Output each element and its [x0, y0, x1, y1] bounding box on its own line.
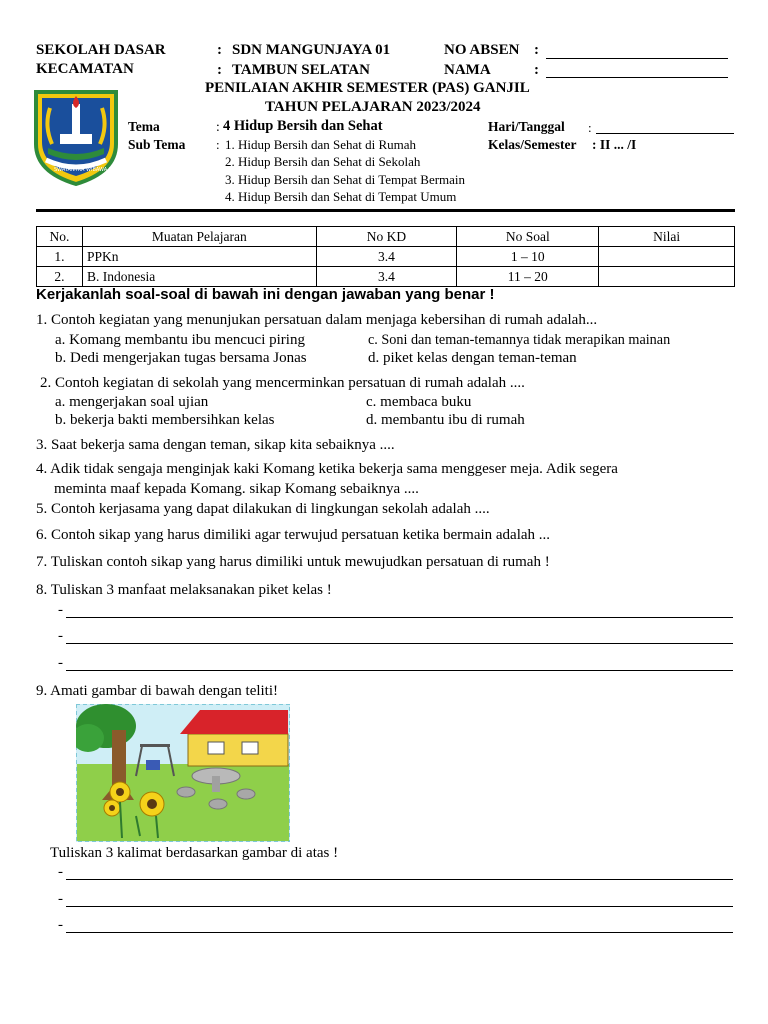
answer-line[interactable]: [66, 879, 733, 880]
school-label: SEKOLAH DASAR: [36, 42, 166, 58]
grade-table: [36, 226, 735, 287]
question-4-continued: meminta maaf kepada Komang. sikap Komang sebaiknya ....: [54, 481, 419, 497]
subtema-separator: :: [216, 137, 220, 152]
subtema-item: 4. Hidup Bersih dan Sehat di Tempat Umum: [225, 189, 457, 204]
absen-separator: :: [534, 42, 539, 58]
answer-line[interactable]: [66, 617, 733, 618]
question-3: 3. Saat bekerja sama dengan teman, sikap kita sebaiknya ....: [36, 437, 395, 453]
question-9-prompt: Tuliskan 3 kalimat berdasarkan gambar di atas !: [50, 845, 339, 861]
table-cell: PPKn: [82, 247, 316, 267]
option-d[interactable]: d. membantu ibu di rumah: [366, 412, 525, 428]
nama-field[interactable]: [546, 77, 728, 78]
question-6: 6. Contoh sikap yang harus dimiliki agar terwujud persatuan ketika bermain adalah ...: [36, 527, 551, 543]
option-b[interactable]: b. bekerja bakti membersihkan kelas: [55, 412, 275, 428]
hari-field[interactable]: [596, 133, 734, 134]
hari-separator: :: [588, 120, 592, 135]
column-header: No Soal: [457, 227, 599, 247]
tema-separator: :: [216, 119, 220, 134]
table-cell: 3.4: [316, 247, 457, 267]
table-row: [37, 247, 735, 267]
subtema-item: 2. Hidup Bersih dan Sehat di Sekolah: [225, 154, 421, 169]
question-8: 8. Tuliskan 3 manfaat melaksanakan piket kelas !: [36, 582, 332, 598]
column-header: No.: [37, 227, 83, 247]
column-header: Muatan Pelajaran: [82, 227, 316, 247]
table-header-row: [37, 227, 735, 247]
answer-dash: -: [58, 864, 63, 880]
answer-line[interactable]: [66, 643, 733, 644]
column-header: No KD: [316, 227, 457, 247]
absen-field[interactable]: [546, 58, 728, 59]
district-separator: :: [217, 62, 222, 78]
question-2: 2. Contoh kegiatan di sekolah yang mencerminkan persatuan di rumah adalah ....: [40, 375, 525, 391]
table-cell: B. Indonesia: [82, 267, 316, 287]
tema-value: 4 Hidup Bersih dan Sehat: [223, 118, 383, 134]
question-9: 9. Amati gambar di bawah dengan teliti!: [36, 683, 279, 699]
question-5: 5. Contoh kerjasama yang dapat dilakukan di lingkungan sekolah adalah ....: [36, 501, 490, 517]
subtema-label: Sub Tema: [128, 137, 186, 152]
option-b[interactable]: b. Dedi mengerjakan tugas bersama Jonas: [55, 350, 307, 366]
option-a[interactable]: a. Komang membantu ibu mencuci piring: [55, 332, 305, 348]
table-cell: 11 – 20: [457, 267, 599, 287]
subtema-item: 3. Hidup Bersih dan Sehat di Tempat Bermain: [225, 172, 466, 187]
nama-label: NAMA: [444, 62, 491, 78]
answer-line[interactable]: [66, 670, 733, 671]
option-c[interactable]: c. membaca buku: [366, 394, 472, 410]
question-7: 7. Tuliskan contoh sikap yang harus dimiliki untuk mewujudkan persatuan di rumah !: [36, 554, 550, 570]
kelas-label: Kelas/Semester: [488, 137, 577, 152]
school-year: TAHUN PELAJARAN 2023/2024: [265, 99, 481, 115]
option-d[interactable]: d. piket kelas dengan teman-teman: [368, 350, 577, 366]
answer-line[interactable]: [66, 906, 733, 907]
school-separator: :: [217, 42, 222, 58]
nama-separator: :: [534, 62, 539, 78]
house-garden-illustration: [76, 704, 290, 842]
nilai-cell[interactable]: [599, 247, 735, 267]
table-cell: 1 – 10: [457, 247, 599, 267]
table-cell: 3.4: [316, 267, 457, 287]
instruction: Kerjakanlah soal-soal di bawah ini dengan jawaban yang benar !: [36, 286, 495, 303]
absen-label: NO ABSEN: [444, 42, 520, 58]
column-header: Nilai: [599, 227, 735, 247]
district-label: KECAMATAN: [36, 61, 134, 77]
question-1: 1. Contoh kegiatan yang menunjukan persatuan dalam menjaga kebersihan di rumah adalah...: [36, 312, 598, 328]
answer-dash: -: [58, 891, 63, 907]
nilai-cell[interactable]: [599, 267, 735, 287]
kelas-value: : II ... /I: [592, 137, 637, 152]
table-cell: 2.: [37, 267, 83, 287]
answer-dash: -: [58, 602, 63, 618]
district-name: TAMBUN SELATAN: [232, 62, 370, 78]
school-name: SDN MANGUNJAYA 01: [232, 42, 391, 58]
hari-label: Hari/Tanggal: [488, 119, 565, 134]
tema-label: Tema: [128, 119, 160, 134]
logo-motto: SWATANTRA WIBAWA MUKTI: [54, 167, 125, 173]
answer-dash: -: [58, 655, 63, 671]
exam-title: PENILAIAN AKHIR SEMESTER (PAS) GANJIL: [205, 80, 530, 96]
question-4: 4. Adik tidak sengaja menginjak kaki Komang ketika bekerja sama menggeser meja. Adik segera: [36, 461, 618, 477]
header-divider: [36, 209, 735, 212]
table-row: [37, 267, 735, 287]
answer-dash: -: [58, 628, 63, 644]
option-c[interactable]: c. Soni dan teman-temannya tidak merapikan mainan: [368, 332, 671, 348]
table-cell: 1.: [37, 247, 83, 267]
option-a[interactable]: a. mengerjakan soal ujian: [55, 394, 209, 410]
subtema-item: 1. Hidup Bersih dan Sehat di Rumah: [225, 137, 417, 152]
answer-line[interactable]: [66, 932, 733, 933]
answer-dash: -: [58, 917, 63, 933]
